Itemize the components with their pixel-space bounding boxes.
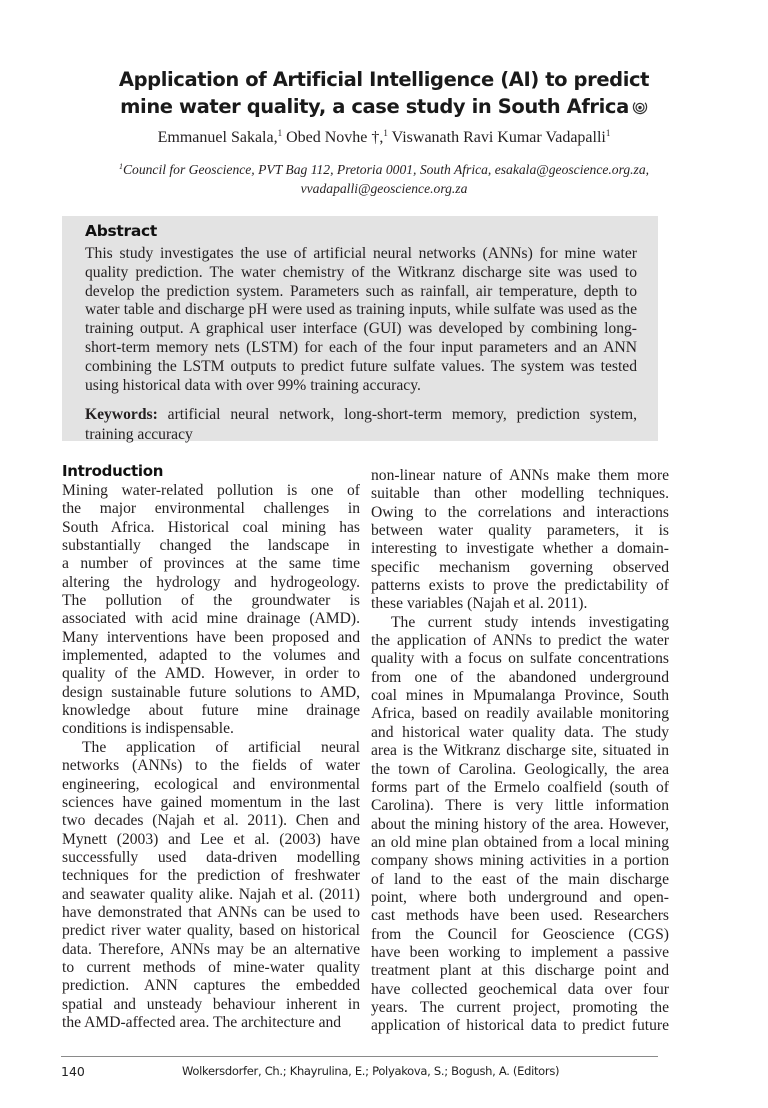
text-line: between water quality parameters, it is bbox=[371, 522, 669, 540]
paragraph bbox=[62, 739, 360, 1033]
author: Obed Novhe †,$^1$ bbox=[282, 128, 388, 146]
text-line: prediction. ANN captures the embedded bbox=[62, 977, 360, 995]
text-line: Carolina). There is very little information bbox=[371, 797, 669, 815]
text-line: The current study intends investigating bbox=[391, 613, 669, 631]
text-line: engineering, ecological and environmental bbox=[62, 775, 360, 793]
keywords bbox=[85, 405, 637, 444]
abstract-line: using historical data with over 99% training accuracy. bbox=[85, 376, 421, 394]
text-line: to current methods of mine-water quality bbox=[62, 958, 360, 976]
text-line: non-linear nature of ANNs make them more bbox=[371, 467, 669, 484]
text-line: data. Therefore, ANNs may be an alternative bbox=[62, 940, 360, 958]
text-line: about the mining history of the area. However, bbox=[371, 815, 669, 833]
text-line: of land to the east of the main discharge bbox=[371, 870, 669, 888]
page-number: 140 bbox=[61, 1064, 85, 1079]
paragraph bbox=[371, 467, 669, 614]
text-line: Mining water-related pollution is one of bbox=[62, 482, 360, 499]
text-line: Owing to the correlations and interactions bbox=[371, 503, 669, 521]
text-line: conditions is indispensable. bbox=[62, 720, 234, 738]
abstract-line: short-term memory nets (LSTM) for each of the four input parameters and an ANN bbox=[85, 338, 637, 356]
text-line: from the Council for Geoscience (CGS) bbox=[371, 925, 669, 943]
paper-title bbox=[80, 66, 688, 120]
text-line: interesting to investigate whether a domain- bbox=[371, 540, 669, 558]
text-line: design sustainable future solutions to AMD, bbox=[62, 683, 360, 701]
text-line: successfully used data-driven modelling bbox=[62, 848, 360, 866]
text-line: forms part of the Ermelo coalfield (south of bbox=[371, 778, 669, 796]
abstract-box bbox=[62, 216, 658, 441]
text-line: coal mines in Mpumalanga Province, South bbox=[371, 687, 669, 705]
text-line: the AMD-affected area. The architecture and bbox=[62, 1013, 342, 1031]
text-line: a number of provinces at the same time bbox=[62, 555, 360, 573]
body-column-right bbox=[371, 467, 669, 1036]
text-line: quality of the AMD. However, in order to bbox=[62, 665, 360, 683]
text-line: these variables (Najah et al. 2011). bbox=[371, 595, 588, 613]
text-line: area is the Witkranz discharge site, situated in bbox=[371, 742, 669, 760]
text-line: Many interventions have been proposed and bbox=[62, 628, 360, 646]
text-line: have been working to implement a passive bbox=[371, 943, 669, 961]
text-line: an old mine plan obtained from a local mining bbox=[371, 833, 669, 851]
paragraph bbox=[371, 614, 669, 1036]
text-line: specific mechanism governing observed bbox=[371, 558, 669, 576]
text-line: associated with acid mine drainage (AMD). bbox=[62, 610, 360, 628]
abstract-line: combining the LSTM outputs to predict future sulfate values. The system was tested bbox=[85, 357, 637, 375]
keywords-text: training accuracy bbox=[85, 425, 193, 443]
text-line: the application of ANNs to predict the water bbox=[371, 632, 669, 650]
author: Emmanuel Sakala,$^1$ bbox=[157, 128, 283, 146]
text-line: predict river water quality, based on historical bbox=[62, 922, 360, 940]
text-line: and seawater quality alike. Najah et al. (2011) bbox=[62, 885, 360, 903]
text-line: implemented, adapted to the volumes and bbox=[62, 647, 360, 665]
abstract-line: water table and discharge pH were used as training inputs, while sulfate was used as the bbox=[85, 301, 637, 319]
text-line: spatial and unsteady behaviour inherent in bbox=[62, 995, 360, 1013]
author: Viswanath Ravi Kumar Vadapalli$^1$ bbox=[387, 128, 611, 146]
text-line: cast methods have been used. Researchers bbox=[371, 907, 669, 925]
text-line: two decades (Najah et al. 2011). Chen and bbox=[62, 812, 360, 830]
title-line: Application of Artificial Intelligence (AI) to predict bbox=[118, 68, 650, 91]
text-line: patterns exists to prove the predictability of bbox=[371, 577, 669, 595]
paragraph bbox=[62, 482, 360, 739]
text-line: South Africa. Historical coal mining has bbox=[62, 518, 360, 536]
text-line: quality with a focus on sulfate concentrations bbox=[371, 650, 669, 668]
footer-editors: Wolkersdorfer, Ch.; Khayrulina, E.; Polyakova, S.; Bogush, A. (Editors) bbox=[182, 1064, 560, 1078]
text-line: The pollution of the groundwater is bbox=[62, 592, 360, 610]
text-line: the town of Carolina. Geologically, the area bbox=[371, 760, 669, 778]
keywords-text: artificial neural network, long-short-term memory, prediction system, bbox=[157, 406, 637, 423]
text-line: altering the hydrology and hydrogeology. bbox=[62, 573, 360, 591]
abstract-line: training output. A graphical user interface (GUI) was developed by combining long- bbox=[85, 320, 637, 338]
text-line: have collected geochemical data over four bbox=[371, 980, 669, 998]
text-line: The application of artificial neural bbox=[82, 738, 360, 756]
footer-divider bbox=[61, 1056, 658, 1057]
abstract-line: develop the prediction system. Parameters such as rainfall, air temperature, depth to bbox=[85, 282, 637, 300]
abstract-body bbox=[85, 245, 637, 395]
affiliation: $^1$Council for Geoscience, PVT Bag 112, Pretoria 0001, South Africa, esakala@geoscience.org.za, vvadapalli@geoscience.org.za bbox=[118, 162, 650, 196]
text-line: have demonstrated that ANNs can be used to bbox=[62, 903, 360, 921]
text-line: techniques for the prediction of freshwater bbox=[62, 867, 360, 885]
open-access-spiral-icon bbox=[632, 95, 648, 111]
text-line: networks (ANNs) to the fields of water bbox=[62, 757, 360, 775]
text-line: suitable than other modelling techniques. bbox=[371, 485, 669, 503]
abstract-heading: Abstract bbox=[85, 222, 158, 240]
text-line: sciences have gained momentum in the last bbox=[62, 793, 360, 811]
text-line: substantially changed the landscape in bbox=[62, 537, 360, 555]
text-line: application of historical data to predict future bbox=[371, 1017, 669, 1035]
keywords-label: Keywords: bbox=[85, 406, 158, 423]
text-line: point, where both underground and open- bbox=[371, 888, 669, 906]
author-list bbox=[60, 128, 708, 148]
text-line: knowledge about future mine drainage bbox=[62, 702, 360, 720]
abstract-line: quality prediction. The water chemistry of the Witkranz discharge site was used to bbox=[85, 263, 637, 281]
text-line: and historical water quality data. The study bbox=[371, 723, 669, 741]
text-line: years. The current project, promoting the bbox=[371, 998, 669, 1016]
text-line: company shows mining activities in a portion bbox=[371, 852, 669, 870]
text-line: Africa, based on readily available monitoring bbox=[371, 705, 669, 723]
section-heading-introduction: Introduction bbox=[62, 462, 164, 480]
text-line: treatment plant at this discharge point and bbox=[371, 962, 669, 980]
title-line: mine water quality, a case study in South Africa bbox=[80, 93, 688, 120]
text-line: from one of the abandoned underground bbox=[371, 668, 669, 686]
text-line: the major environmental challenges in bbox=[62, 500, 360, 518]
abstract-line: This study investigates the use of artificial neural networks (ANNs) for mine water bbox=[85, 245, 637, 262]
body-column-left bbox=[62, 462, 360, 1032]
text-line: Mynett (2003) and Lee et al. (2003) have bbox=[62, 830, 360, 848]
